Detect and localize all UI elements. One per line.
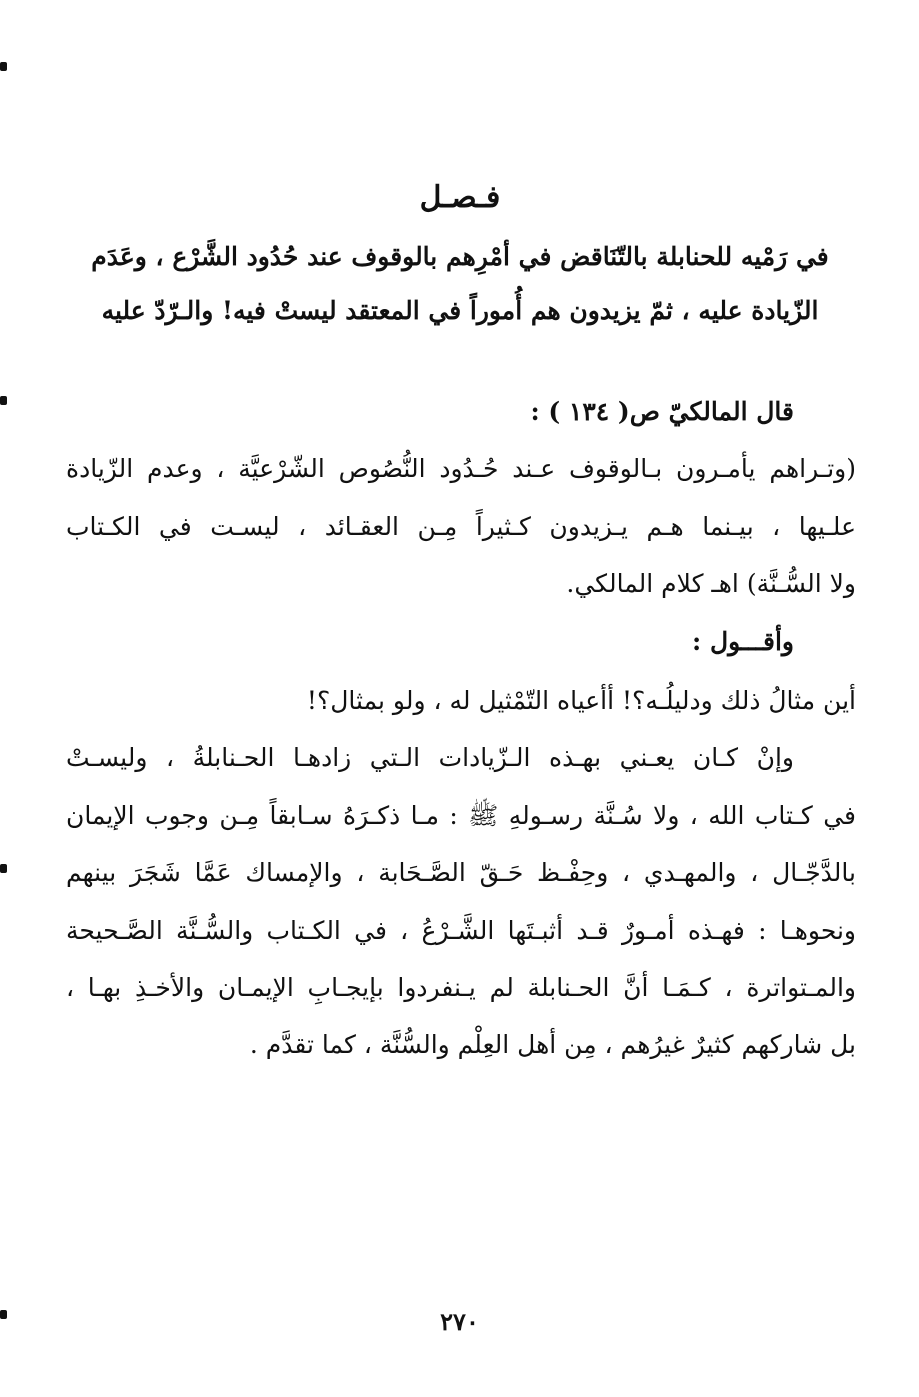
quote-block	[66, 383, 856, 670]
body-line: ونحوهـا : فهـذه أمـورٌ قـد أثبـتَها الشَّـرْعُ ، في الكـتاب والسُّـنَّة الصَّـحيحة	[66, 915, 856, 945]
body-line: ولا السُّـنَّة) اهـ كلام المالكي.	[566, 569, 856, 599]
subtitle-line: الزّيادة عليه ، ثمّ يزيدون هم أُموراً في المعتقد ليستْ فيه! والـرّدّ عليه	[101, 296, 819, 325]
body-line: في كـتاب الله ، ولا سُـنَّة رسـولهِ ﷺ : مـا ذكـرَهُ سـابقاً مِـن وجوب الإيمان	[66, 800, 856, 830]
section-title: فـصـل	[419, 180, 501, 215]
body-line: بل شاركهم كثيرٌ غيرُهم ، مِن أهل العِلْم والسُّنَّة ، كما تقدَّم .	[249, 1030, 856, 1060]
body-line: والمـتواترة ، كـمَـا أنَّ الحـنابلة لم يـنفردوا بإيجـابِ الإيمـان والأخـذِ بهـا ،	[66, 973, 856, 1003]
reply-block	[66, 672, 856, 1074]
section-subtitle	[70, 230, 850, 338]
scan-mark	[0, 1310, 7, 1319]
body-line: علـيها ، بيـنما هـم يـزيدون كـثيراً مِـن العقـائد ، ليسـت في الكـتاب	[66, 511, 856, 541]
scan-mark	[0, 396, 7, 405]
quote-source-line: قال المالكيّ ص( ١٣٤ ) :	[530, 397, 794, 426]
scan-mark	[0, 864, 7, 873]
reply-heading: وأقـــول :	[692, 626, 794, 656]
body-line: بالدَّجّـال ، والمهـدي ، وحِفْـظ حَـقّ الصَّـحَابة ، والإمساك عَمَّا شَجَرَ بينهم	[66, 858, 856, 888]
scan-mark	[0, 62, 7, 71]
subtitle-line: في رَمْيه للحنابلة بالتّنَاقض في أمْرِهم بالوقوف عند حُدُود الشَّرْع ، وعَدَم	[91, 242, 829, 271]
body-line: (وتـراهم يأمـرون بـالوقوف عـند حُـدُود النُّصُوص الشّرْعيَّة ، وعدم الزّيادة	[66, 454, 856, 484]
body-line: وإنْ كـان يعـني بهـذه الـزّيادات الـتي زادهـا الحـنابلةُ ، وليسـتْ	[66, 743, 794, 773]
page-number: ٢٧٠	[440, 1307, 479, 1336]
body-line: أين مثالُ ذلك ودليلُـه؟! أأعياه التّمْثيل له ، ولو بمثال؟!	[306, 686, 856, 715]
